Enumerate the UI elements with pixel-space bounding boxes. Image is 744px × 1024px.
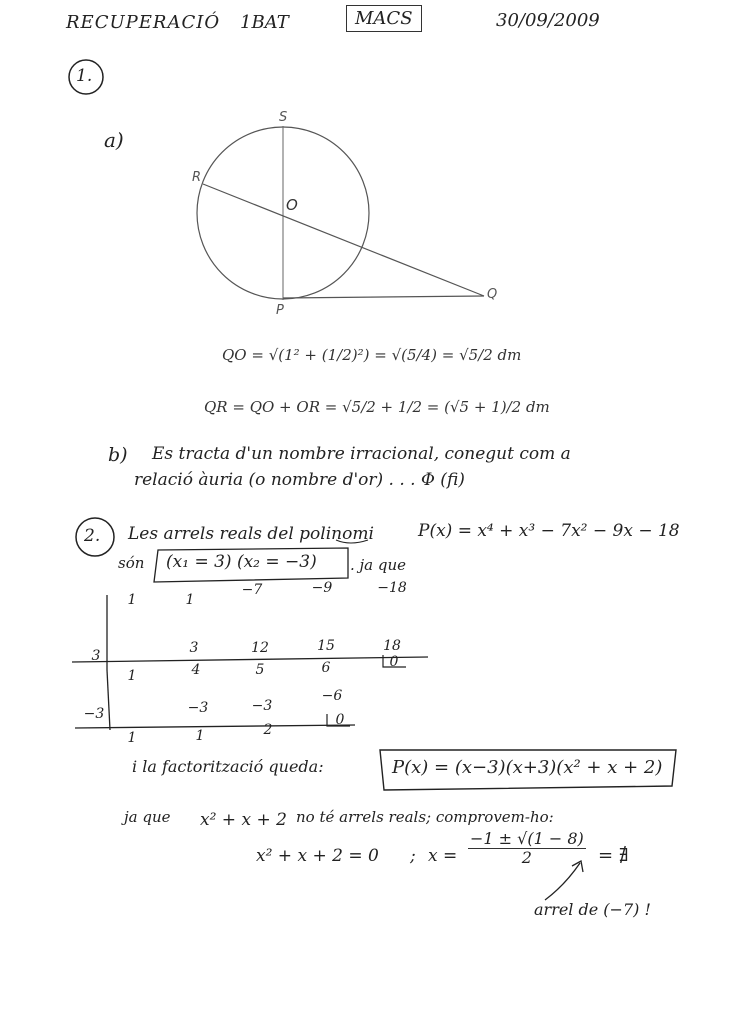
point-o: O	[286, 196, 298, 214]
coef-cell: −18	[377, 580, 407, 596]
row1-product: 15	[317, 638, 335, 654]
secant-rq	[203, 184, 484, 296]
header-subject-box: MACS	[346, 5, 422, 32]
problem2-intro: Les arrels reals del polinomi	[128, 524, 374, 544]
problem2-number: 2.	[84, 526, 101, 546]
problem2-polynomial: P(x) = x⁴ + x³ − 7x² − 9x − 18	[418, 521, 680, 541]
row1-result: 4	[191, 662, 201, 678]
roots-box: (x₁ = 3) (x₂ = −3)	[166, 552, 317, 572]
point-s: S	[279, 110, 288, 125]
row1-product: 3	[189, 640, 199, 656]
header-title: RECUPERACIÓ	[66, 12, 221, 33]
point-p: P	[276, 303, 284, 318]
coef-cell: −7	[241, 582, 263, 598]
equation-x: x =	[428, 846, 458, 866]
equation-left: x² + x + 2 = 0	[256, 846, 379, 866]
equation-qr-text: QR = QO + OR = √5/2 + 1/2 = (√5 + 1)/2 dm	[204, 398, 550, 416]
check-text: no té arrels reals; comprovem-ho:	[296, 808, 554, 826]
part-b-line1: Es tracta d'un nombre irracional, conegut com a	[152, 444, 571, 464]
row1-product: 12	[251, 640, 269, 656]
row1-result: 1	[127, 668, 137, 684]
problem2-ja-que: . ja que	[350, 556, 407, 574]
quadratic-fraction	[468, 830, 586, 866]
fraction-denominator: 2	[521, 847, 532, 867]
tangent-pq	[283, 296, 484, 298]
row2-product: −6	[321, 688, 343, 704]
row1-result: 5	[255, 662, 265, 678]
note-arrow	[545, 863, 580, 900]
row1-result: 6	[321, 660, 331, 676]
quadratic-fraction-body	[468, 830, 586, 866]
coef-cell: −9	[311, 580, 333, 596]
equation-separator: ;	[410, 846, 416, 866]
part-b-line2: relació àuria (o nombre d'or) . . . Φ (fi)	[134, 470, 465, 490]
equation-qo-text: QO = √(1² + (1/2)²) = √(5/4) = √5/2 dm	[222, 346, 522, 364]
check-expression: x² + x + 2	[200, 810, 287, 830]
row2-result: 0	[335, 712, 345, 728]
equation-result: = ∄	[598, 845, 629, 866]
problem1-number: 1.	[76, 66, 93, 86]
coef-cell: 1	[185, 592, 195, 608]
factorization: P(x) = (x−3)(x+3)(x² + x + 2)	[392, 757, 663, 778]
problem1-part-a: a)	[104, 128, 124, 152]
row2-result: 1	[195, 728, 205, 744]
ruffini-root-2: −3	[83, 706, 105, 722]
row1-product: 18	[383, 638, 401, 654]
point-r: R	[192, 170, 202, 185]
row2-product: −3	[187, 700, 209, 716]
header-date: 30/09/2009	[496, 10, 600, 31]
ruffini-root-1: 3	[91, 648, 101, 664]
problem1-part-b: b)	[108, 444, 128, 466]
fraction-numerator: −1 ± √(1 − 8)	[470, 829, 584, 848]
equation-qo	[222, 346, 521, 364]
row2-product: −3	[251, 698, 273, 714]
factor-intro: i la factorització queda:	[132, 757, 324, 776]
point-q: Q	[487, 287, 498, 302]
row2-result: 1	[127, 730, 137, 746]
row1-result: 0	[389, 654, 399, 670]
coef-cell: 1	[127, 592, 137, 608]
row2-result: 2	[263, 722, 273, 738]
check-intro: ja que	[124, 808, 171, 826]
equation-qr	[204, 398, 550, 416]
problem2-son: són	[118, 554, 145, 572]
header-course: 1BAT	[240, 12, 289, 33]
note-text: arrel de (−7) !	[534, 900, 651, 919]
